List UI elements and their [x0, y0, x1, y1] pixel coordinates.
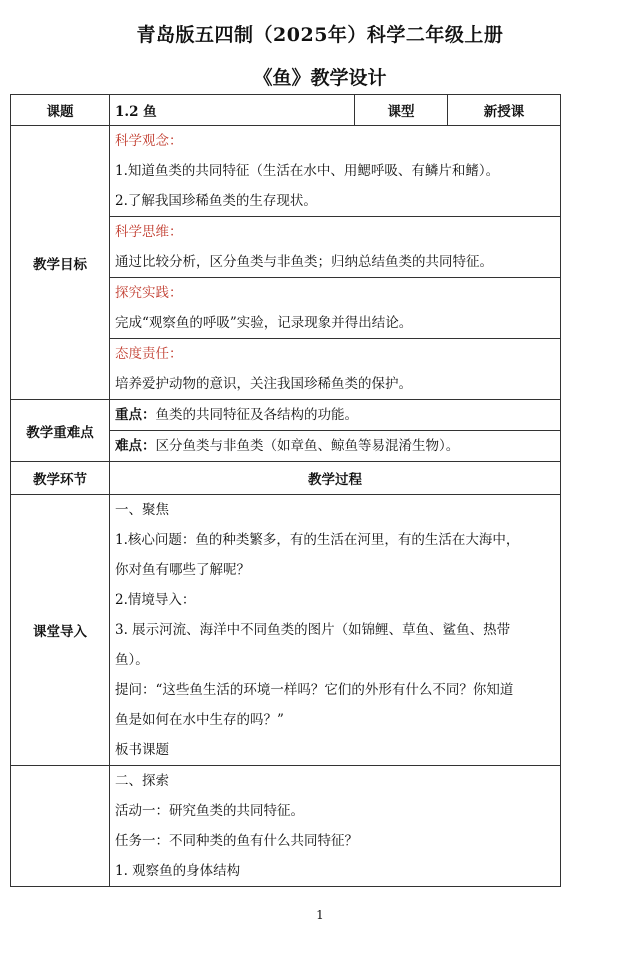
objective-heading: 科学思维： — [115, 224, 183, 240]
explore-content — [110, 766, 561, 887]
explore-line: 1. 观察鱼的身体结构 — [115, 863, 241, 879]
objective-line: 完成“观察鱼的呼吸”实验，记录现象并得出结论。 — [115, 315, 413, 331]
intro-line: 提问：“这些鱼生活的环境一样吗？它们的外形有什么不同？你知道 — [115, 682, 514, 698]
focus-line — [115, 400, 555, 430]
objective-line: 培养爱护动物的意识，关注我国珍稀鱼类的保护。 — [115, 376, 412, 392]
objectives-row — [11, 126, 561, 400]
objective-section-attitude — [110, 338, 560, 399]
intro-line: 板书课题 — [115, 742, 169, 758]
type-label: 课型 — [355, 95, 448, 126]
explore-line: 任务一：不同种类的鱼有什么共同特征？ — [115, 833, 358, 849]
key-points-row — [11, 400, 561, 462]
lesson-plan-table — [10, 94, 561, 887]
intro-line: 2.情境导入： — [115, 592, 196, 608]
type-value: 新授课 — [448, 95, 561, 126]
objective-heading: 探究实践： — [115, 285, 183, 301]
document-subtitle: 《鱼》教学设计 — [253, 67, 387, 89]
objective-line: 2.了解我国珍稀鱼类的生存现状。 — [115, 193, 317, 209]
page-number: 1 — [316, 908, 324, 922]
info-row — [11, 95, 561, 126]
difficulty-key: 难点： — [115, 438, 156, 454]
explore-line: 活动一：研究鱼类的共同特征。 — [115, 803, 304, 819]
topic-value: 1.2 鱼 — [110, 95, 355, 126]
explore-row — [11, 766, 561, 887]
intro-label: 课堂导入 — [11, 495, 110, 766]
objective-line: 1.知道鱼类的共同特征（生活在水中、用鳃呼吸、有鳞片和鳍）。 — [115, 163, 500, 179]
objectives-content — [110, 126, 561, 400]
stage-label: 教学环节 — [11, 462, 110, 495]
intro-line: 一、聚焦 — [115, 502, 169, 518]
intro-line: 你对鱼有哪些了解呢？ — [115, 562, 250, 578]
key-points-label: 教学重难点 — [11, 400, 110, 462]
objective-heading: 科学观念： — [115, 133, 183, 149]
key-points-content — [110, 400, 561, 462]
topic-label: 课题 — [11, 95, 110, 126]
objective-line: 通过比较分析，区分鱼类与非鱼类；归纳总结鱼类的共同特征。 — [115, 254, 493, 270]
focus-text: 鱼类的共同特征及各结构的功能。 — [155, 407, 358, 423]
objective-section-thinking — [110, 216, 560, 277]
difficulty-line — [110, 430, 560, 461]
intro-line: 3. 展示河流、海洋中不同鱼类的图片（如锦鲤、草鱼、鲨鱼、热带 — [115, 622, 511, 638]
process-header-row — [11, 462, 561, 495]
intro-line: 1.核心问题：鱼的种类繁多，有的生活在河里，有的生活在大海中， — [115, 532, 520, 548]
explore-label — [11, 766, 110, 887]
intro-line: 鱼）。 — [115, 652, 149, 668]
intro-row — [11, 495, 561, 766]
objectives-label: 教学目标 — [11, 126, 110, 400]
intro-line: 鱼是如何在水中生存的吗？” — [115, 712, 284, 728]
objective-heading: 态度责任： — [115, 346, 183, 362]
objective-section-concept — [115, 126, 555, 216]
objective-section-practice — [110, 277, 560, 338]
process-label: 教学过程 — [110, 462, 561, 495]
difficulty-text: 区分鱼类与非鱼类（如章鱼、鲸鱼等易混淆生物）。 — [155, 438, 460, 454]
document-title: 青岛版五四制（2025年）科学二年级上册 — [136, 24, 504, 46]
intro-content — [110, 495, 561, 766]
focus-key: 重点： — [115, 407, 156, 423]
explore-line: 二、探索 — [115, 773, 169, 789]
